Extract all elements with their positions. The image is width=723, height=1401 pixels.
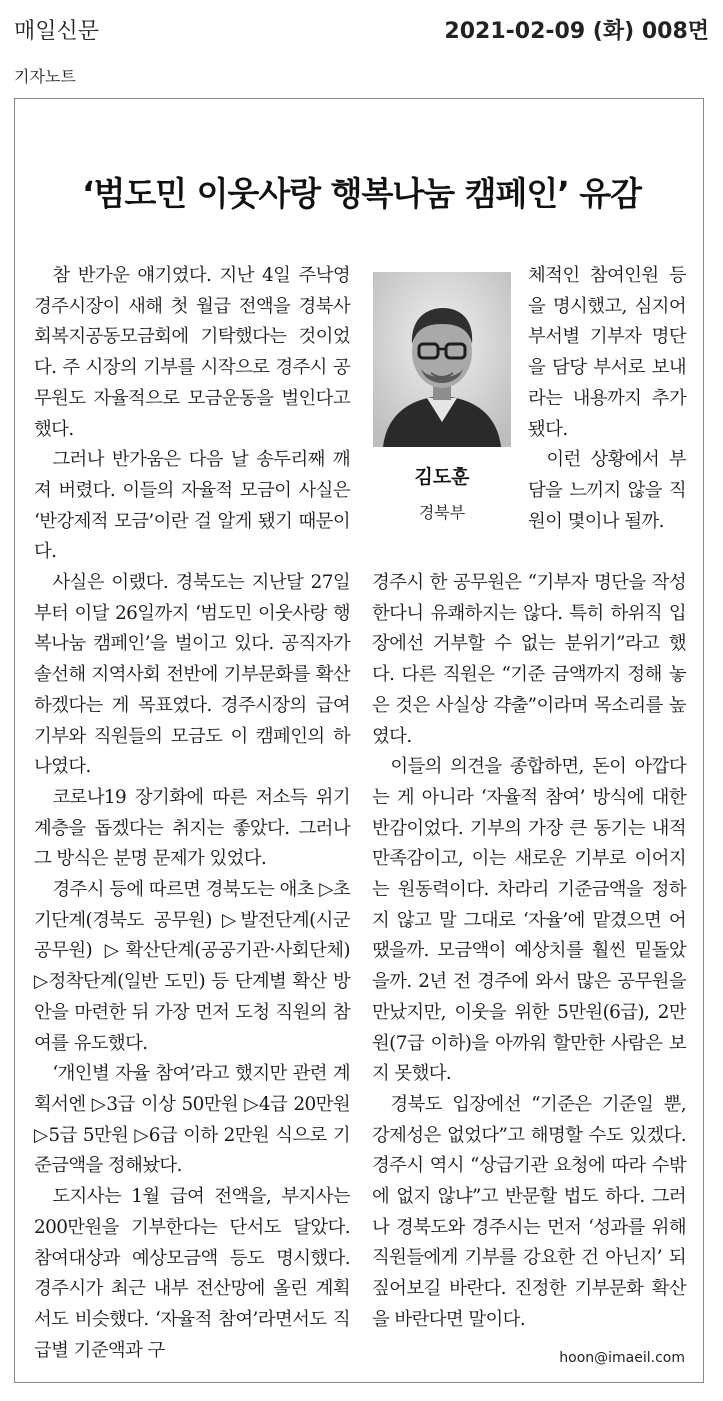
reporter-email: hoon@imaeil.com	[559, 1350, 685, 1366]
body-paragraph: 이들의 의견을 종합하면, 돈이 아깝다는 게 아니라 ‘자율적 참여’ 방식에 대한 반감이었다. 기부의 가장 큰 동기는 내적 만족감이고, 이는 새로운 기부로 이어지는 원동력이다. 차라리 기준금액을 정하지 않고 말 그대로 ‘자율’에 맡겼으면 어땠을까. 모금액이 예상치를 훨씬 밑돌았을까. 2년 전 경주에 와서 많은 공무원을 만났지만, 이웃을 위한 5만원(6급), 2만원(7급 이하)을 아까워 할만한 사람은 보지 못했다.	[372, 756, 686, 1085]
reporter-photo	[373, 272, 511, 447]
issue-date: 2021-02-09 (화) 008면	[444, 19, 709, 44]
article-body-right-column	[372, 568, 686, 1336]
body-paragraph: 코로나19 장기화에 따른 저소득 위기계층을 돕겠다는 취지는 좋았다. 그러나 그 방식은 분명 문제가 있었다.	[34, 786, 350, 870]
body-paragraph: 경북도 입장에선 “기준은 기준일 뿐, 강제성은 없었다”고 해명할 수도 있겠다. 경주시 역시 “상급기관 요청에 따라 수밖에 없지 않냐”고 반문할 법도 하다. 그러나 경북도와 경주시는 먼저 ‘성과를 위해 직원들에게 기부를 강요한 건 아닌지’ 되짚어보길 바란다. 진정한 기부문화 확산을 바란다면 말이다.	[372, 1093, 686, 1330]
body-paragraph: ‘개인별 자율 참여’라고 했지만 관련 계획서엔 ▷3급 이상 50만원 ▷4급 20만원 ▷5급 5만원 ▷6급 이하 2만원 식으로 기준금액을 정해놨다.	[34, 1063, 350, 1177]
body-paragraph: 이런 상황에서 부담을 느끼지 않을 직원이 몇이나 될까.	[528, 449, 686, 532]
body-paragraph: 그러나 반가움은 다음 날 송두리째 깨져 버렸다. 이들의 자율적 모금이 사실은 ‘반강제적 모금’이란 걸 알게 됐기 때문이다.	[34, 449, 350, 563]
newspaper-name: 매일신문	[14, 19, 100, 44]
body-paragraph: 사실은 이랬다. 경북도는 지난달 27일부터 이달 26일까지 ‘범도민 이웃사랑 행복나눔 캠페인’을 벌이고 있다. 공직자가 솔선해 지역사회 전반에 기부문화를 확산하겠다는 게 목표였다. 경주시장의 급여 기부와 직원들의 모금도 이 캠페인의 하나였다.	[34, 572, 350, 778]
body-paragraph-continued: 경주시 한 공무원은 “기부자 명단을 작성한다니 유쾌하지는 않다. 특히 하위직 입장에선 거부할 수 없는 분위기”라고 했다. 다른 직원은 “기준 금액까지 정해 놓은 것은 사실상 갹출”이라며 목소리를 높였다.	[372, 572, 686, 747]
article-body-right-column-top	[528, 261, 686, 537]
article-headline: ‘범도민 이웃사랑 행복나눔 캠페인’ 유감	[81, 174, 642, 213]
reporter-name: 김도훈	[414, 466, 470, 488]
section-label: 기자노트	[14, 67, 76, 86]
body-paragraph-continued: 체적인 참여인원 등을 명시했고, 심지어 부서별 기부자 명단을 담당 부서로 보내라는 내용까지 추가됐다.	[528, 265, 686, 440]
reporter-department: 경북부	[418, 503, 466, 522]
body-paragraph: 도지사는 1월 급여 전액을, 부지사는 200만원을 기부한다는 단서도 달았다. 참여대상과 예상모금액 등도 명시했다. 경주시가 최근 내부 전산망에 올린 계획서도 비슷했다. ‘자율적 참여’라면서도 직급별 기준액과 구	[34, 1186, 350, 1361]
body-paragraph: 참 반가운 얘기였다. 지난 4일 주낙영 경주시장이 새해 첫 월급 전액을 경북사회복지공동모금회에 기탁했다는 것이었다. 주 시장의 기부를 시작으로 경주시 공무원도 자율적으로 모금운동을 벌인다고 했다.	[34, 265, 350, 440]
reporter-portrait-image	[373, 272, 511, 447]
article-body-left-column	[34, 261, 350, 1366]
body-paragraph: 경주시 등에 따르면 경북도는 애초 ▷초기단계(경북도 공무원) ▷발전단계(시군 공무원) ▷확산단계(공공기관·사회단체) ▷정착단계(일반 도민) 등 단계별 확산 방안을 마련한 뒤 가장 먼저 도청 직원의 참여를 유도했다.	[34, 879, 350, 1054]
